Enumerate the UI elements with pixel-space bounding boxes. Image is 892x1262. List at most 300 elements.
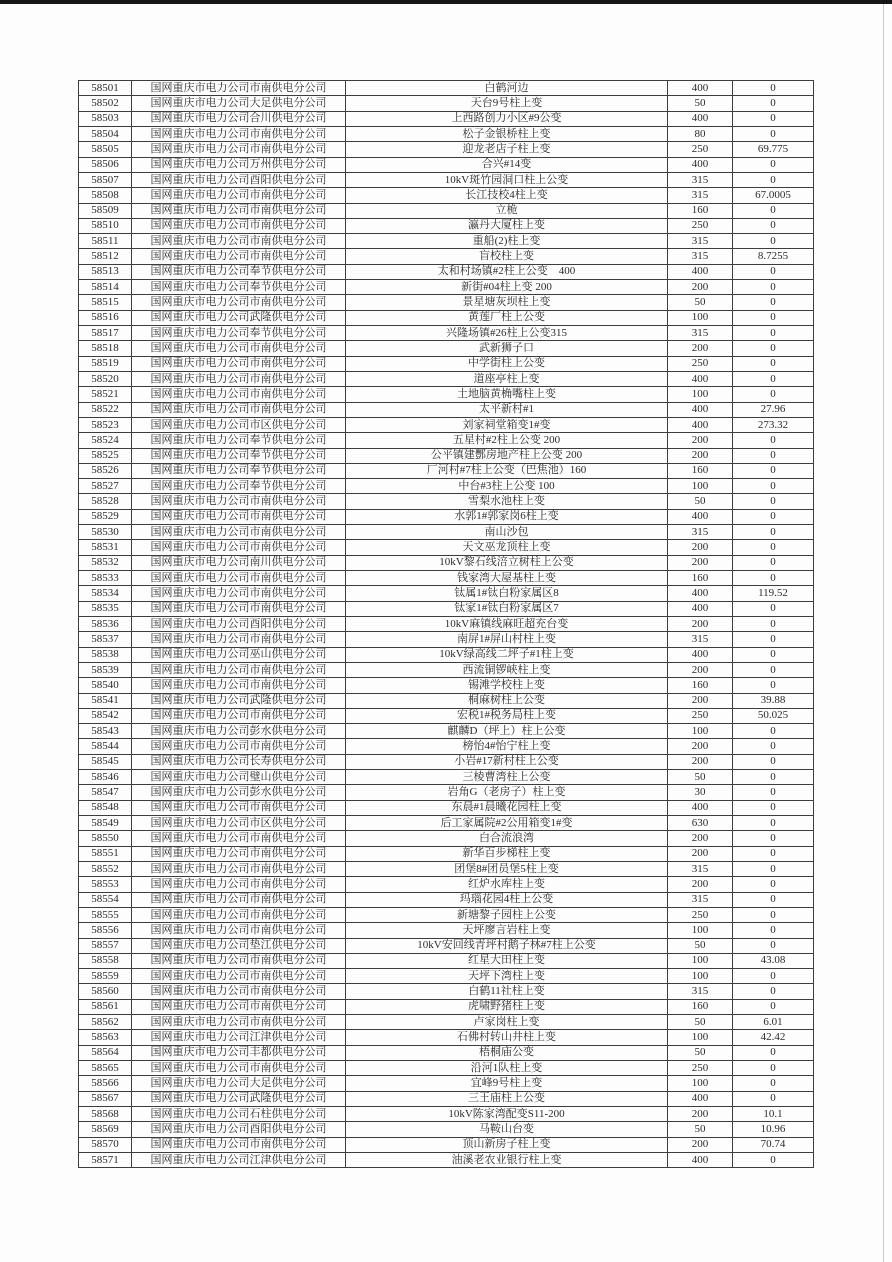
table-row <box>79 234 814 249</box>
cell-record-id: 58508 <box>79 188 132 203</box>
page-right-edge <box>883 4 884 1262</box>
cell-capacity: 400 <box>668 264 733 279</box>
cell-station-name: 迎龙老店子柱上变 <box>346 142 668 157</box>
cell-station-name: 太平新村#1 <box>346 402 668 417</box>
cell-record-id: 58528 <box>79 494 132 509</box>
table-row <box>79 433 814 448</box>
cell-station-name: 盲校柱上变 <box>346 249 668 264</box>
cell-company: 国网重庆市电力公司市南供电分公司 <box>132 969 346 984</box>
cell-company: 国网重庆市电力公司万州供电分公司 <box>132 157 346 172</box>
table-row <box>79 157 814 172</box>
cell-capacity: 315 <box>668 861 733 876</box>
cell-value: 0 <box>733 892 814 907</box>
cell-value: 0 <box>733 1061 814 1076</box>
cell-capacity: 50 <box>668 938 733 953</box>
table-row <box>79 708 814 723</box>
cell-station-name: 玛瑙花园4柱上公变 <box>346 892 668 907</box>
cell-record-id: 58568 <box>79 1106 132 1121</box>
table-row <box>79 816 814 831</box>
table-row <box>79 96 814 111</box>
cell-capacity: 250 <box>668 708 733 723</box>
cell-station-name: 麒麟D（坪上）柱上公变 <box>346 724 668 739</box>
cell-company: 国网重庆市电力公司江津供电分公司 <box>132 1152 346 1167</box>
cell-company: 国网重庆市电力公司市南供电分公司 <box>132 601 346 616</box>
table-row <box>79 448 814 463</box>
table-row <box>79 693 814 708</box>
cell-station-name: 钛属1#钛白粉家属区8 <box>346 586 668 601</box>
cell-capacity: 50 <box>668 770 733 785</box>
cell-capacity: 400 <box>668 371 733 386</box>
cell-company: 国网重庆市电力公司市南供电分公司 <box>132 861 346 876</box>
cell-capacity: 315 <box>668 632 733 647</box>
cell-station-name: 马鞍山台变 <box>346 1122 668 1137</box>
cell-value: 0 <box>733 1045 814 1060</box>
cell-company: 国网重庆市电力公司市南供电分公司 <box>132 295 346 310</box>
cell-value: 0 <box>733 509 814 524</box>
cell-record-id: 58567 <box>79 1091 132 1106</box>
cell-capacity: 200 <box>668 555 733 570</box>
cell-capacity: 160 <box>668 571 733 586</box>
cell-station-name: 水郭1#郭家岗6柱上变 <box>346 509 668 524</box>
cell-station-name: 锡滩学校柱上变 <box>346 678 668 693</box>
cell-record-id: 58520 <box>79 371 132 386</box>
cell-company: 国网重庆市电力公司巫山供电分公司 <box>132 647 346 662</box>
cell-station-name: 白合流浪湾 <box>346 831 668 846</box>
cell-station-name: 武新狮子口 <box>346 341 668 356</box>
cell-company: 国网重庆市电力公司市南供电分公司 <box>132 387 346 402</box>
cell-record-id: 58559 <box>79 969 132 984</box>
cell-record-id: 58552 <box>79 861 132 876</box>
cell-station-name: 南屏1#屏山村柱上变 <box>346 632 668 647</box>
table-row <box>79 326 814 341</box>
cell-company: 国网重庆市电力公司市南供电分公司 <box>132 846 346 861</box>
cell-company: 国网重庆市电力公司市南供电分公司 <box>132 907 346 922</box>
cell-record-id: 58549 <box>79 816 132 831</box>
cell-capacity: 400 <box>668 586 733 601</box>
cell-record-id: 58524 <box>79 433 132 448</box>
cell-station-name: 宜峰9号柱上变 <box>346 1076 668 1091</box>
table-row <box>79 831 814 846</box>
cell-value: 0 <box>733 800 814 815</box>
table-row <box>79 1030 814 1045</box>
cell-company: 国网重庆市电力公司奉节供电分公司 <box>132 280 346 295</box>
cell-value: 0 <box>733 157 814 172</box>
cell-capacity: 400 <box>668 509 733 524</box>
cell-station-name: 10kV麻镇线麻旺超充台变 <box>346 616 668 631</box>
cell-value: 0 <box>733 969 814 984</box>
cell-station-name: 刘家祠堂箱变1#变 <box>346 417 668 432</box>
cell-company: 国网重庆市电力公司市南供电分公司 <box>132 402 346 417</box>
cell-capacity: 160 <box>668 203 733 218</box>
cell-capacity: 400 <box>668 402 733 417</box>
cell-station-name: 兴隆场镇#26柱上公变315 <box>346 326 668 341</box>
cell-station-name: 10kV安回线青坪村鹅子林#7柱上公变 <box>346 938 668 953</box>
cell-value: 8.7255 <box>733 249 814 264</box>
cell-value: 0 <box>733 907 814 922</box>
cell-station-name: 上西路创力小区#9公变 <box>346 111 668 126</box>
cell-capacity: 160 <box>668 463 733 478</box>
cell-record-id: 58515 <box>79 295 132 310</box>
cell-capacity: 200 <box>668 448 733 463</box>
cell-value: 0 <box>733 678 814 693</box>
cell-company: 国网重庆市电力公司市区供电分公司 <box>132 417 346 432</box>
cell-value: 0 <box>733 1076 814 1091</box>
table-row <box>79 586 814 601</box>
table-row <box>79 249 814 264</box>
cell-capacity: 400 <box>668 1152 733 1167</box>
cell-value: 6.01 <box>733 1015 814 1030</box>
cell-capacity: 100 <box>668 724 733 739</box>
cell-record-id: 58542 <box>79 708 132 723</box>
cell-station-name: 新塘黎子园柱上公变 <box>346 907 668 922</box>
cell-company: 国网重庆市电力公司璧山供电分公司 <box>132 770 346 785</box>
cell-value: 0 <box>733 371 814 386</box>
cell-company: 国网重庆市电力公司市南供电分公司 <box>132 249 346 264</box>
cell-station-name: 沿河1队柱上变 <box>346 1061 668 1076</box>
cell-company: 国网重庆市电力公司市南供电分公司 <box>132 984 346 999</box>
cell-record-id: 58537 <box>79 632 132 647</box>
cell-record-id: 58551 <box>79 846 132 861</box>
cell-capacity: 50 <box>668 295 733 310</box>
cell-company: 国网重庆市电力公司市南供电分公司 <box>132 234 346 249</box>
cell-record-id: 58570 <box>79 1137 132 1152</box>
cell-station-name: 红星大田柱上变 <box>346 953 668 968</box>
table-row <box>79 785 814 800</box>
cell-company: 国网重庆市电力公司市南供电分公司 <box>132 356 346 371</box>
table-row <box>79 509 814 524</box>
table-row <box>79 877 814 892</box>
table-row <box>79 1076 814 1091</box>
cell-company: 国网重庆市电力公司武隆供电分公司 <box>132 1091 346 1106</box>
cell-company: 国网重庆市电力公司酉阳供电分公司 <box>132 172 346 187</box>
cell-station-name: 长江技校4柱上变 <box>346 188 668 203</box>
table-row <box>79 172 814 187</box>
table-row <box>79 540 814 555</box>
cell-value: 0 <box>733 616 814 631</box>
cell-record-id: 58541 <box>79 693 132 708</box>
cell-company: 国网重庆市电力公司市南供电分公司 <box>132 632 346 647</box>
cell-record-id: 58525 <box>79 448 132 463</box>
cell-capacity: 100 <box>668 923 733 938</box>
cell-value: 50.025 <box>733 708 814 723</box>
cell-capacity: 400 <box>668 800 733 815</box>
cell-capacity: 100 <box>668 387 733 402</box>
cell-capacity: 250 <box>668 907 733 922</box>
cell-record-id: 58540 <box>79 678 132 693</box>
cell-value: 0 <box>733 433 814 448</box>
cell-station-name: 桐麻树柱上公变 <box>346 693 668 708</box>
cell-station-name: 雪梨水池柱上变 <box>346 494 668 509</box>
cell-record-id: 58562 <box>79 1015 132 1030</box>
cell-value: 0 <box>733 81 814 96</box>
cell-station-name: 团堡8#团员堡5柱上变 <box>346 861 668 876</box>
cell-station-name: 天坪廖言岩柱上变 <box>346 923 668 938</box>
cell-station-name: 黄莲厂柱上公变 <box>346 310 668 325</box>
cell-value: 0 <box>733 647 814 662</box>
cell-company: 国网重庆市电力公司市南供电分公司 <box>132 923 346 938</box>
cell-value: 0 <box>733 846 814 861</box>
table-row <box>79 310 814 325</box>
cell-station-name: 宏税1#税务局柱上变 <box>346 708 668 723</box>
cell-record-id: 58533 <box>79 571 132 586</box>
cell-station-name: 白鹤河边 <box>346 81 668 96</box>
cell-value: 0 <box>733 234 814 249</box>
table-row <box>79 800 814 815</box>
table-row <box>79 647 814 662</box>
cell-station-name: 10kV斑竹园洞口柱上公变 <box>346 172 668 187</box>
cell-company: 国网重庆市电力公司市南供电分公司 <box>132 708 346 723</box>
cell-company: 国网重庆市电力公司市南供电分公司 <box>132 371 346 386</box>
cell-capacity: 400 <box>668 111 733 126</box>
table-row <box>79 1152 814 1167</box>
table-row <box>79 1091 814 1106</box>
cell-company: 国网重庆市电力公司垫江供电分公司 <box>132 938 346 953</box>
cell-capacity: 200 <box>668 341 733 356</box>
cell-record-id: 58503 <box>79 111 132 126</box>
cell-station-name: 后工家属院#2公用箱变1#变 <box>346 816 668 831</box>
cell-capacity: 315 <box>668 525 733 540</box>
cell-capacity: 400 <box>668 647 733 662</box>
cell-record-id: 58519 <box>79 356 132 371</box>
cell-record-id: 58544 <box>79 739 132 754</box>
cell-station-name: 小岩#17新村柱上公变 <box>346 754 668 769</box>
cell-value: 0 <box>733 111 814 126</box>
cell-record-id: 58539 <box>79 662 132 677</box>
cell-capacity: 315 <box>668 892 733 907</box>
cell-value: 0 <box>733 662 814 677</box>
table-row <box>79 1061 814 1076</box>
cell-station-name: 天台9号柱上变 <box>346 96 668 111</box>
table-row <box>79 984 814 999</box>
table-row <box>79 1045 814 1060</box>
cell-value: 67.0005 <box>733 188 814 203</box>
cell-record-id: 58550 <box>79 831 132 846</box>
cell-record-id: 58511 <box>79 234 132 249</box>
cell-record-id: 58502 <box>79 96 132 111</box>
cell-value: 119.52 <box>733 586 814 601</box>
cell-capacity: 250 <box>668 142 733 157</box>
cell-station-name: 岩角G（老房子）柱上变 <box>346 785 668 800</box>
table-row <box>79 494 814 509</box>
table-row <box>79 264 814 279</box>
cell-capacity: 315 <box>668 234 733 249</box>
cell-company: 国网重庆市电力公司长寿供电分公司 <box>132 754 346 769</box>
cell-station-name: 石佛村转山井柱上变 <box>346 1030 668 1045</box>
cell-station-name: 梧桐庙公变 <box>346 1045 668 1060</box>
cell-company: 国网重庆市电力公司市南供电分公司 <box>132 525 346 540</box>
cell-company: 国网重庆市电力公司市南供电分公司 <box>132 126 346 141</box>
cell-value: 0 <box>733 1152 814 1167</box>
table-row <box>79 341 814 356</box>
table-row <box>79 678 814 693</box>
table-row <box>79 724 814 739</box>
table-row <box>79 1106 814 1121</box>
cell-record-id: 58504 <box>79 126 132 141</box>
table-row <box>79 356 814 371</box>
cell-value: 0 <box>733 172 814 187</box>
cell-record-id: 58569 <box>79 1122 132 1137</box>
transformer-record-table <box>78 80 814 1168</box>
cell-record-id: 58517 <box>79 326 132 341</box>
cell-company: 国网重庆市电力公司奉节供电分公司 <box>132 463 346 478</box>
cell-station-name: 太和村场镇#2柱上公变 400 <box>346 264 668 279</box>
cell-station-name: 榜怡4#怡宁柱上变 <box>346 739 668 754</box>
cell-company: 国网重庆市电力公司市南供电分公司 <box>132 999 346 1014</box>
cell-value: 0 <box>733 754 814 769</box>
cell-value: 0 <box>733 785 814 800</box>
cell-station-name: 重船(2)柱上变 <box>346 234 668 249</box>
table-row <box>79 1015 814 1030</box>
cell-capacity: 100 <box>668 1076 733 1091</box>
cell-company: 国网重庆市电力公司市南供电分公司 <box>132 540 346 555</box>
cell-value: 0 <box>733 126 814 141</box>
cell-company: 国网重庆市电力公司市南供电分公司 <box>132 739 346 754</box>
cell-value: 10.96 <box>733 1122 814 1137</box>
cell-capacity: 315 <box>668 188 733 203</box>
cell-capacity: 315 <box>668 984 733 999</box>
cell-station-name: 10kV黎石线涪立树柱上公变 <box>346 555 668 570</box>
cell-company: 国网重庆市电力公司南川供电分公司 <box>132 555 346 570</box>
cell-capacity: 100 <box>668 310 733 325</box>
cell-record-id: 58536 <box>79 616 132 631</box>
table-row <box>79 662 814 677</box>
cell-capacity: 315 <box>668 326 733 341</box>
cell-station-name: 天坪下湾柱上变 <box>346 969 668 984</box>
cell-record-id: 58521 <box>79 387 132 402</box>
cell-value: 0 <box>733 463 814 478</box>
cell-value: 27.96 <box>733 402 814 417</box>
cell-station-name: 土地脑黄桷嘴柱上变 <box>346 387 668 402</box>
cell-station-name: 油溪老农业银行柱上变 <box>346 1152 668 1167</box>
cell-capacity: 200 <box>668 846 733 861</box>
cell-record-id: 58523 <box>79 417 132 432</box>
cell-station-name: 天文巫龙顶柱上变 <box>346 540 668 555</box>
cell-station-name: 新街#04柱上变 200 <box>346 280 668 295</box>
table-row <box>79 770 814 785</box>
cell-record-id: 58514 <box>79 280 132 295</box>
cell-value: 0 <box>733 923 814 938</box>
cell-value: 0 <box>733 632 814 647</box>
cell-station-name: 公平镇建酆房地产柱上公变 200 <box>346 448 668 463</box>
cell-value: 0 <box>733 479 814 494</box>
cell-station-name: 南山沙包 <box>346 525 668 540</box>
cell-station-name: 白鹤11社柱上变 <box>346 984 668 999</box>
cell-company: 国网重庆市电力公司市南供电分公司 <box>132 571 346 586</box>
cell-value: 0 <box>733 494 814 509</box>
cell-value: 42.42 <box>733 1030 814 1045</box>
cell-company: 国网重庆市电力公司市南供电分公司 <box>132 586 346 601</box>
cell-company: 国网重庆市电力公司市南供电分公司 <box>132 509 346 524</box>
table-row <box>79 555 814 570</box>
cell-record-id: 58516 <box>79 310 132 325</box>
cell-capacity: 200 <box>668 831 733 846</box>
cell-company: 国网重庆市电力公司奉节供电分公司 <box>132 448 346 463</box>
cell-value: 10.1 <box>733 1106 814 1121</box>
cell-capacity: 200 <box>668 739 733 754</box>
cell-record-id: 58547 <box>79 785 132 800</box>
table-row <box>79 739 814 754</box>
cell-value: 0 <box>733 525 814 540</box>
cell-value: 0 <box>733 341 814 356</box>
cell-value: 0 <box>733 555 814 570</box>
cell-value: 273.32 <box>733 417 814 432</box>
table-row <box>79 601 814 616</box>
cell-company: 国网重庆市电力公司市南供电分公司 <box>132 892 346 907</box>
cell-value: 0 <box>733 387 814 402</box>
cell-station-name: 瀛丹大厦柱上变 <box>346 218 668 233</box>
cell-company: 国网重庆市电力公司江津供电分公司 <box>132 1030 346 1045</box>
cell-company: 国网重庆市电力公司市南供电分公司 <box>132 1061 346 1076</box>
table-row <box>79 571 814 586</box>
cell-value: 0 <box>733 984 814 999</box>
table-row <box>79 907 814 922</box>
table-row <box>79 295 814 310</box>
cell-value: 0 <box>733 601 814 616</box>
cell-capacity: 50 <box>668 494 733 509</box>
cell-capacity: 200 <box>668 877 733 892</box>
cell-company: 国网重庆市电力公司武隆供电分公司 <box>132 693 346 708</box>
cell-station-name: 西流铜锣峡柱上变 <box>346 662 668 677</box>
cell-record-id: 58529 <box>79 509 132 524</box>
cell-company: 国网重庆市电力公司合川供电分公司 <box>132 111 346 126</box>
cell-record-id: 58571 <box>79 1152 132 1167</box>
cell-station-name: 松子金银桥柱上变 <box>346 126 668 141</box>
cell-company: 国网重庆市电力公司市南供电分公司 <box>132 678 346 693</box>
cell-value: 0 <box>733 770 814 785</box>
cell-company: 国网重庆市电力公司市南供电分公司 <box>132 188 346 203</box>
cell-company: 国网重庆市电力公司市区供电分公司 <box>132 816 346 831</box>
cell-record-id: 58538 <box>79 647 132 662</box>
cell-company: 国网重庆市电力公司市南供电分公司 <box>132 218 346 233</box>
cell-record-id: 58553 <box>79 877 132 892</box>
cell-value: 0 <box>733 540 814 555</box>
cell-station-name: 钛家1#钛白粉家属区7 <box>346 601 668 616</box>
cell-record-id: 58531 <box>79 540 132 555</box>
table-row <box>79 371 814 386</box>
table-row <box>79 953 814 968</box>
cell-company: 国网重庆市电力公司大足供电分公司 <box>132 1076 346 1091</box>
table-row <box>79 417 814 432</box>
table-row <box>79 969 814 984</box>
cell-company: 国网重庆市电力公司市南供电分公司 <box>132 800 346 815</box>
cell-record-id: 58522 <box>79 402 132 417</box>
cell-record-id: 58561 <box>79 999 132 1014</box>
cell-value: 0 <box>733 724 814 739</box>
cell-value: 39.88 <box>733 693 814 708</box>
cell-record-id: 58557 <box>79 938 132 953</box>
cell-company: 国网重庆市电力公司奉节供电分公司 <box>132 264 346 279</box>
cell-capacity: 400 <box>668 417 733 432</box>
cell-record-id: 58560 <box>79 984 132 999</box>
cell-record-id: 58501 <box>79 81 132 96</box>
table-row <box>79 81 814 96</box>
cell-record-id: 58512 <box>79 249 132 264</box>
cell-capacity: 250 <box>668 218 733 233</box>
table-row <box>79 616 814 631</box>
cell-company: 国网重庆市电力公司彭水供电分公司 <box>132 724 346 739</box>
cell-capacity: 200 <box>668 280 733 295</box>
cell-record-id: 58506 <box>79 157 132 172</box>
cell-capacity: 400 <box>668 601 733 616</box>
table-row <box>79 402 814 417</box>
cell-record-id: 58546 <box>79 770 132 785</box>
cell-company: 国网重庆市电力公司市南供电分公司 <box>132 953 346 968</box>
cell-company: 国网重庆市电力公司市南供电分公司 <box>132 494 346 509</box>
table-row <box>79 188 814 203</box>
cell-capacity: 200 <box>668 616 733 631</box>
cell-company: 国网重庆市电力公司奉节供电分公司 <box>132 326 346 341</box>
cell-capacity: 50 <box>668 1122 733 1137</box>
